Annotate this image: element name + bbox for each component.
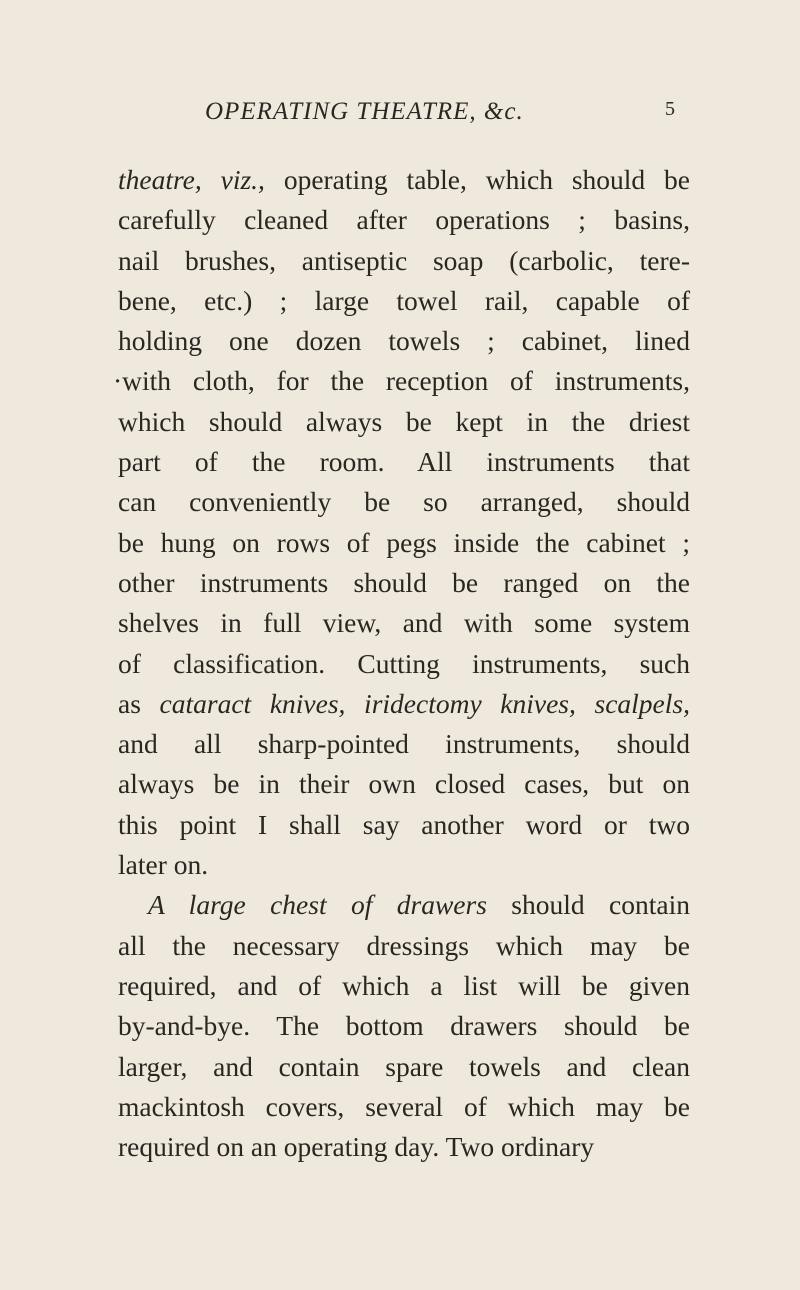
- text-line: [118, 241, 690, 281]
- text-line: [118, 321, 690, 361]
- text-segment: be hung on rows of pegs inside the cabinet ;: [118, 526, 690, 558]
- text-segment: part of the room. All instruments that: [118, 446, 690, 478]
- text-segment: larger, and contain spare towels and clean: [118, 1050, 690, 1082]
- text-segment: operating table, which should be: [264, 164, 691, 195]
- text-segment: ·with cloth, for the reception of instruments,: [113, 365, 690, 397]
- text-line: [118, 442, 690, 482]
- text-line: [118, 200, 690, 240]
- text-segment: bene, etc.) ; large towel rail, capable of: [118, 284, 690, 316]
- text-line: [118, 603, 690, 643]
- text-segment: should contain: [486, 889, 690, 921]
- text-line: [118, 1047, 690, 1087]
- text-line: [118, 644, 690, 684]
- text-segment: carefully cleaned after operations ; basins,: [118, 204, 690, 236]
- text-segment: nail brushes, antiseptic soap (carbolic, tere-: [118, 244, 690, 276]
- text-line: [118, 523, 690, 563]
- text-line: [118, 684, 690, 724]
- text-line: [118, 845, 690, 885]
- text-segment: which should always be kept in the driest: [118, 405, 690, 437]
- italic-text: theatre, viz.,: [118, 164, 265, 195]
- text-line: [118, 1127, 690, 1167]
- text-segment: shelves in full view, and with some system: [118, 607, 690, 639]
- text-line: [118, 1006, 690, 1046]
- italic-text: A large chest of drawers: [148, 889, 487, 921]
- text-line: [118, 926, 690, 966]
- text-segment: other instruments should be ranged on the: [118, 566, 690, 598]
- text-line: [118, 402, 690, 442]
- text-segment: required on an operating day. Two ordinary: [118, 1131, 595, 1163]
- body-text: [113, 160, 691, 1167]
- page-number: 5: [665, 98, 676, 120]
- text-line: [113, 361, 690, 401]
- text-segment: always be in their own closed cases, but on: [118, 768, 690, 800]
- text-line: [118, 482, 690, 522]
- text-line: [118, 724, 690, 764]
- text-line: [118, 160, 690, 200]
- running-title: OPERATING THEATRE, &c.: [205, 98, 524, 125]
- text-segment: and all sharp-pointed instruments, should: [118, 728, 690, 760]
- text-segment: all the necessary dressings which may be: [118, 929, 690, 961]
- text-line: [118, 1087, 690, 1127]
- text-line: [118, 563, 690, 603]
- text-segment: mackintosh covers, several of which may be: [118, 1090, 690, 1122]
- text-segment: holding one dozen towels ; cabinet, lined: [118, 325, 690, 357]
- running-head: [0, 98, 800, 138]
- text-segment: can conveniently be so arranged, should: [118, 486, 690, 518]
- text-segment: later on.: [118, 849, 209, 881]
- text-line: [118, 885, 690, 925]
- text-line: [118, 966, 690, 1006]
- text-line: [118, 764, 690, 804]
- text-segment: by-and-bye. The bottom drawers should be: [118, 1010, 690, 1042]
- italic-text: cataract knives, iridectomy knives, scalpels,: [159, 687, 690, 719]
- text-segment: this point I shall say another word or two: [118, 808, 690, 840]
- text-segment: required, and of which a list will be given: [118, 969, 690, 1001]
- text-segment: of classification. Cutting instruments, such: [118, 647, 690, 679]
- text-line: [118, 281, 690, 321]
- text-segment: as: [118, 687, 160, 719]
- text-line: [118, 805, 690, 845]
